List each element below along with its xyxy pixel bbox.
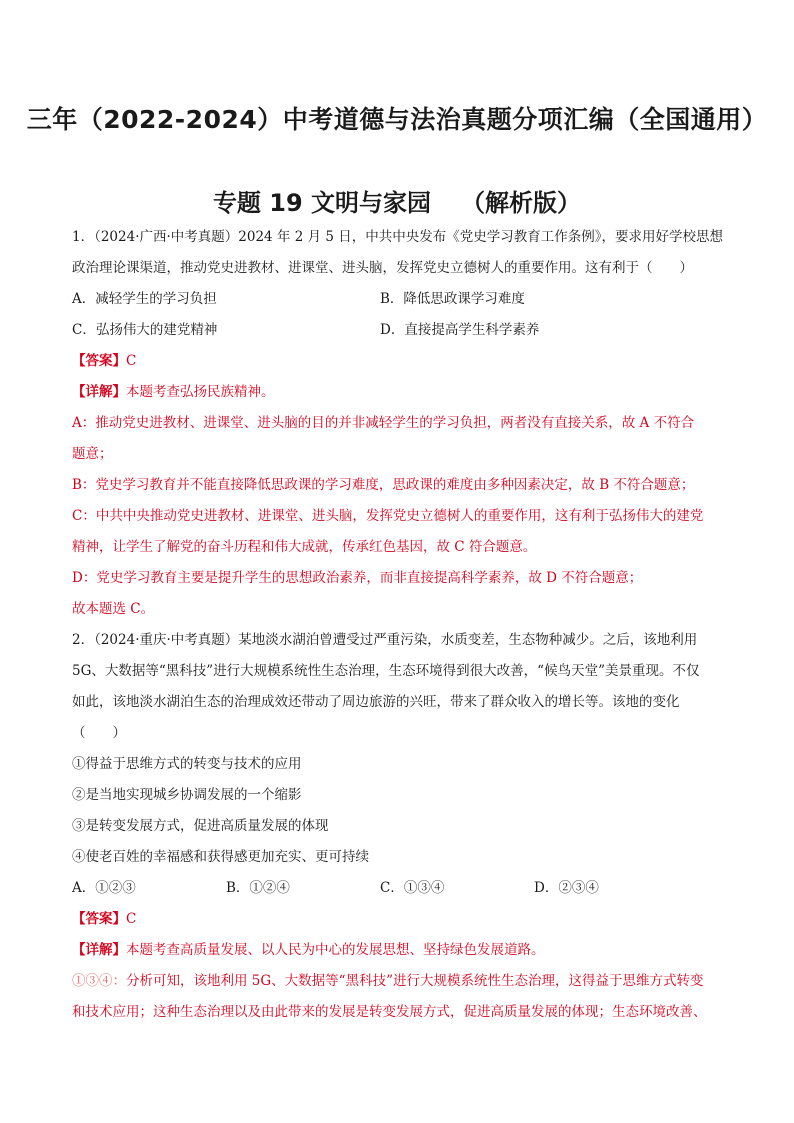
topic-title-suffix: （解析版） — [461, 189, 582, 217]
q1-options-row-1 — [72, 284, 732, 315]
q2-statement: ④使老百姓的幸福感和获得感更加充实、更可持续 — [72, 849, 369, 865]
q2-stem-line: 如此，该地淡水湖泊生态的治理成效还带动了周边旅游的兴旺，带来了群众收入的增长等。该地的变化 — [72, 694, 680, 710]
q1-analysis-line: C：中共中央推动党史进教材、进课堂、进头脑，发挥党史立德树人的重要作用，这有利于弘扬伟大的建党 — [72, 508, 704, 524]
q1-detail-text: 本题考查弘扬民族精神。 — [126, 384, 275, 400]
q1-answer — [72, 346, 732, 377]
q2-option-a: A．①②③ — [72, 880, 136, 896]
q1-detail — [72, 377, 732, 408]
q1-detail-tag: 【详解】 — [72, 384, 126, 400]
q2-stem-line: （ ） — [72, 725, 126, 741]
q2-detail-text: 本题考查高质量发展、以人民为中心的发展思想、坚持绿色发展道路。 — [126, 942, 545, 958]
q1-analysis-line: 精神，让学生了解党的奋斗历程和伟大成就，传承红色基因，故 C 符合题意。 — [72, 539, 537, 555]
document-body — [72, 222, 732, 1028]
q2-statement: ①得益于思维方式的转变与技术的应用 — [72, 756, 302, 772]
q2-options-row — [72, 873, 732, 904]
q2-detail — [72, 935, 732, 966]
q2-stem-line: 2．（2024·重庆·中考真题）某地淡水湖泊曾遭受过严重污染，水质变差，生态物种减少。之后，该地利用 — [72, 632, 698, 648]
q1-options-row-2 — [72, 315, 732, 346]
q1-stem-line-2: 政治理论课渠道，推动党史进教材、进课堂、进头脑，发挥党史立德树人的重要作用。这有利于（ ） — [72, 260, 693, 276]
q1-option-b: B．降低思政课学习难度 — [380, 291, 525, 307]
q2-option-b: B．①②④ — [226, 880, 290, 896]
q2-option-c: C．①③④ — [380, 880, 445, 896]
topic-title-main: 专题 19 文明与家园 — [212, 189, 432, 217]
q1-analysis-line: A：推动党史进教材、进课堂、进头脑的目的并非减轻学生的学习负担，两者没有直接关系，故 A 不符合 — [72, 415, 695, 431]
q1-option-d: D．直接提高学生科学素养 — [380, 322, 540, 338]
q1-analysis-line: D：党史学习教育主要是提升学生的思想政治素养，而非直接提高科学素养，故 D 不符合题意； — [72, 570, 643, 586]
q1-conclusion: 故本题选 C。 — [72, 601, 155, 617]
q1-option-a: A．减轻学生的学习负担 — [72, 291, 217, 307]
q2-analysis-lead: ①③④： — [72, 973, 126, 989]
q2-statement: ③是转变发展方式，促进高质量发展的体现 — [72, 818, 329, 834]
q2-analysis-line — [72, 966, 732, 997]
document-title: 三年（2022-2024）中考道德与法治真题分项汇编（全国通用） — [26, 105, 768, 134]
q1-analysis-line: B：党史学习教育并不能直接降低思政课的学习难度，思政课的难度由多种因素决定，故 B 不符合题意； — [72, 477, 695, 493]
q2-analysis-line: 和技术应用；这种生态治理以及由此带来的发展是转变发展方式，促进高质量发展的体现；生态环境改善、 — [72, 1004, 707, 1020]
q1-stem-line-1: 1．（2024·广西·中考真题）2024 年 2 月 5 日，中共中央发布《党史学习教育工作条例》，要求用好学校思想 — [72, 229, 724, 245]
q1-answer-value: C — [126, 353, 137, 369]
q2-analysis-text: 分析可知，该地利用 5G、大数据等“黑科技”进行大规模系统性生态治理，这得益于思维方式转变 — [126, 973, 704, 989]
q2-answer — [72, 904, 732, 935]
q2-stem-line: 5G、大数据等“黑科技”进行大规模系统性生态治理，生态环境得到很大改善，“候鸟天堂”美景重现。不仅 — [72, 663, 700, 679]
q2-detail-tag: 【详解】 — [72, 942, 126, 958]
topic-title — [0, 183, 794, 218]
q1-option-c: C．弘扬伟大的建党精神 — [72, 322, 218, 338]
q1-answer-tag: 【答案】 — [72, 353, 126, 369]
q2-option-d: D．②③④ — [534, 880, 599, 896]
q1-analysis-line: 题意； — [72, 446, 113, 462]
q2-statement: ②是当地实现城乡协调发展的一个缩影 — [72, 787, 302, 803]
q2-answer-value: C — [126, 911, 137, 927]
q2-answer-tag: 【答案】 — [72, 911, 126, 927]
